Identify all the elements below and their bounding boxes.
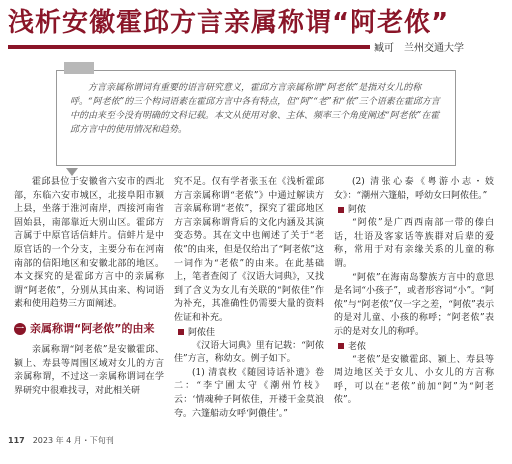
- section-number-badge: 一: [16, 323, 24, 333]
- body-column-3: [334, 176, 494, 426]
- subheading: [334, 203, 494, 217]
- body-paragraph: 《汉语大词典》里有记载：“阿侬佳”方言，称幼女。例子如下。: [174, 340, 324, 365]
- author-affiliation: 兰州交通大学: [404, 43, 464, 54]
- section-heading: [14, 320, 164, 338]
- page-number: 117: [8, 436, 25, 445]
- square-bullet-icon: [338, 343, 344, 349]
- subheading: [174, 326, 324, 340]
- subheading-text: 阿侬: [348, 205, 367, 216]
- subheading-text: 阿侬佳: [188, 327, 216, 338]
- author-name: 臧可: [374, 43, 394, 54]
- author-line: [374, 42, 506, 56]
- body-paragraph: “阿侬”是广西西南部一带的傣白话，壮语及客家话等族群对后辈的爱称，常用于对有亲缘关系的儿童的称谓。: [334, 218, 494, 269]
- title-underline: [8, 45, 370, 49]
- body-paragraph: 究不足。仅有学者张玉在《浅析霍邱方言亲属称谓“老侬”》中通过解读方言亲属称谓“老侬”，探究了霍邱地区方言亲属称谓背后的文化内涵及其演变态势。其在文中也阐述了关于“老侬”的由来，但是仅给出了“阿老侬”这一词作为“老侬”的由来。在此基础上，笔者查阅了《汉语大词典》，又找到了含义为女儿有关联的“阿侬佳”作为补充，其准确性仍需要大量的资料佐证和补充。: [174, 177, 324, 323]
- abstract-tab-decoration: [64, 62, 94, 74]
- square-bullet-icon: [178, 329, 184, 335]
- body-paragraph: 亲属称谓“阿老侬”是安徽霍邱、颍上、寿县等周围区域对女儿的方言亲属称谓，不过这一亲属称谓词在学界研究中很难找寻，对此相关研: [14, 344, 164, 396]
- article-title: 浅析安徽霍邱方言亲属称谓“阿老侬”: [8, 8, 450, 38]
- body-column-1: [14, 176, 164, 426]
- body-paragraph: (1) 清袁枚《随园诗话补遗》卷二：“李宁圃太守《潮州竹枝》云：‘情魂种子阿侬佳，开褛干金莫浪夸。六篷船动女呼‘阿儂佳’。”: [174, 367, 324, 419]
- body-paragraph: 霍邱县位于安徽省六安市的西北部，东临六安市城区，北接阜阳市颍上县，坐落于淮河南岸，西接河南省固始县，南部靠近大别山区。霍邱方言属于中原官话信蚌片。信蚌片是中原官话的一个分支，主要分布在河南南部的信阳地区和安徽北部的地区。本文探究的是霍邱方言中的亲属称谓“阿老侬”，分别从其由来、构词语素和使用趋势三方面阐述。: [14, 177, 164, 310]
- body-paragraph: (2) 清张心泰《粤游小志・妓女》：“潮州六篷船，呼幼女曰阿侬佳。”: [334, 177, 494, 201]
- issue-label: 2023 年 4 月・下旬刊: [32, 436, 114, 445]
- body-column-2: [174, 176, 324, 426]
- subheading: [334, 340, 494, 354]
- square-bullet-icon: [338, 207, 344, 213]
- body-paragraph: “老侬”是安徽霍邱、颍上、寿县等周边地区关于女儿、小女儿的方言称呼，可以在“老侬”前加“阿”为“阿老侬”。: [334, 354, 494, 406]
- subheading-text: 老侬: [348, 341, 367, 352]
- body-paragraph: “阿侬”在海南岛黎族方言中的意思是名词“小孩子”，或者形容词“小”。“阿侬”与“阿老侬”仅一字之差，“阿侬”表示的是对儿童、小孩的称呼；“阿老侬”表示的是对女儿的称呼。: [334, 272, 494, 337]
- abstract-text: 方言亲属称谓词有重要的语言研究意义，霍邱方言亲属称谓“阿老侬”是指对女儿的称呼。“阿老侬”的三个构词语素在霍邱方言中各有特点，但“阿”“老”和“侬”三个语素在霍邱方言中的由来至今没有明确的文科记载。本文从使用对象、主体、频率三个角度阐述“阿老侬”在霍邱方言中的使用情况和趋势。: [70, 83, 440, 135]
- abstract-pointer-decoration: [66, 168, 78, 176]
- section-heading-text: 亲属称谓“阿老侬”的由来: [30, 321, 155, 335]
- page-footer: [8, 434, 208, 448]
